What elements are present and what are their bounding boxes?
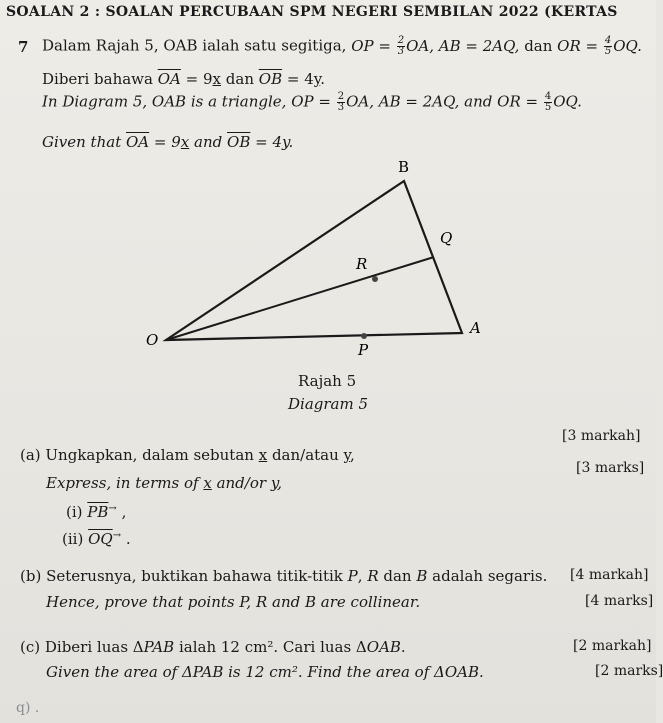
intro-malay-text: Dalam Rajah 5, OAB ialah satu segitiga, — [42, 36, 347, 55]
part-c-marks-malay: [2 markah] — [573, 638, 652, 654]
label-r: R — [356, 255, 368, 273]
part-a-marks-english: [3 marks] — [576, 460, 645, 476]
page-header: SOALAN 2 : SOALAN PERCUBAAN SPM NEGERI SEMBILAN 2022 (KERTAS — [6, 4, 618, 20]
diagram-caption-malay: Rajah 5 — [298, 372, 357, 390]
point-p — [361, 333, 367, 339]
part-c-marks-english: [2 marks] — [595, 663, 663, 679]
part-c-english: Given the area of ΔPAB is 12 cm². Find the area of ΔOAB. — [46, 663, 484, 681]
part-a-marks-malay: [3 markah] — [562, 428, 641, 444]
part-b-malay: (b) Seterusnya, buktikan bahawa titik-titik P, R dan B adalah segaris. — [20, 567, 548, 585]
question-number: 7 — [18, 38, 29, 56]
part-a-english: Express, in terms of x and/or y, — [46, 474, 283, 492]
part-b-marks-english: [4 marks] — [585, 593, 654, 609]
part-a-i: (i) $\overline{PB}^\to$ , — [66, 503, 127, 521]
label-a: A — [470, 319, 481, 337]
part-a-malay: (a) Ungkapkan, dalam sebutan x dan/atau y, — [20, 446, 355, 464]
part-a-ii: (ii) $\overline{OQ}^\to$ . — [62, 530, 131, 548]
triangle-oab — [166, 181, 462, 340]
diagram-caption-english: Diagram 5 — [288, 395, 369, 413]
part-b-marks-malay: [4 markah] — [570, 567, 649, 583]
label-q: Q — [440, 229, 453, 247]
intro-english-text: In Diagram 5, OAB is a triangle, — [42, 92, 287, 111]
point-r — [372, 276, 378, 282]
given-malay: Diberi bahawa $\overline{OA} = 9x$ dan $\overline{OB} = 4y$. — [42, 70, 326, 88]
label-o: O — [146, 331, 159, 349]
footer-scribble: q) . — [16, 700, 40, 716]
part-c-malay: (c) Diberi luas ΔPAB ialah 12 cm². Cari luas ΔOAB. — [20, 638, 406, 656]
label-b: B — [398, 158, 410, 176]
label-p: P — [358, 341, 369, 359]
intro-malay-conditions: OP = $\frac{2}{3}$ OA, AB = 2AQ, dan OR = $\frac{4}{5}$ OQ. — [351, 35, 642, 57]
given-english: Given that $\overline{OA} = 9x$ and $\overline{OB} = 4y$. — [42, 133, 294, 151]
intro-malay — [42, 36, 642, 57]
intro-english: In Diagram 5, OAB is a triangle, OP = $\frac{2}{3}$ OA, AB = 2AQ, and OR = $\frac{4}{5}$ OQ. — [42, 91, 582, 113]
line-oq — [166, 257, 434, 340]
part-b-english: Hence, prove that points P, R and B are collinear. — [46, 593, 421, 611]
